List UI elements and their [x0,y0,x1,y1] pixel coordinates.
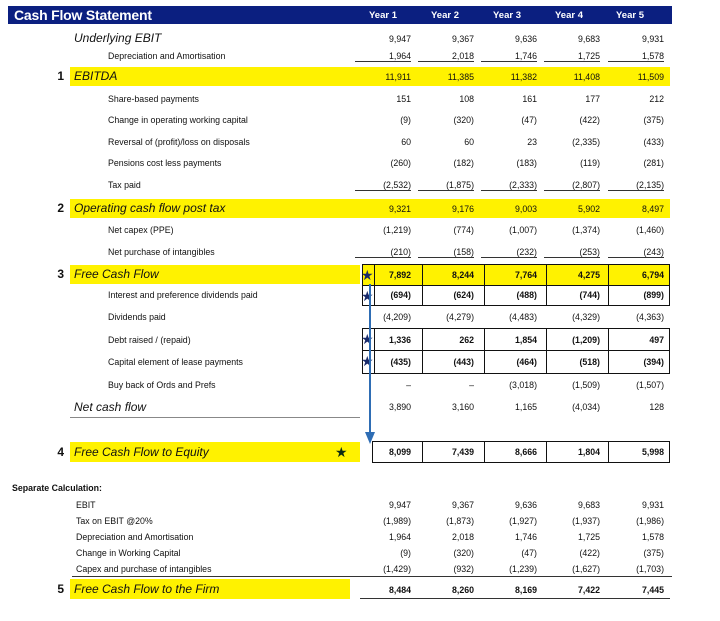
value-cell: 7,445 [641,585,664,595]
value-cell: 60 [401,137,411,147]
value-cell: (422) [579,548,600,558]
value-cell: (375) [643,548,664,558]
value-cell: (4,483) [509,312,537,322]
row-label: Depreciation and Amortisation [76,532,194,542]
value-cell: 177 [585,94,600,104]
value-cell: (1,509) [572,380,600,390]
value-cell: 8,260 [451,585,474,595]
value-cell: (158) [418,247,474,258]
value-cell: 60 [464,137,474,147]
row-label: EBIT [76,500,96,510]
value-cell: (488) [516,290,537,300]
value-cell: (1,986) [636,516,664,526]
value-cell: 9,636 [514,500,537,510]
value-cell: 9,367 [451,34,474,44]
value-cell: (2,807) [544,180,600,191]
row-label: Net cash flow [74,400,147,414]
value-cell: (210) [355,247,411,258]
divider [70,417,360,418]
value-cell: (320) [453,548,474,558]
value-cell: 9,931 [641,34,664,44]
row-label: Tax on EBIT @20% [76,516,153,526]
value-cell: 4,275 [577,270,600,280]
value-cell: (422) [579,115,600,125]
value-cell: (1,209) [572,335,600,345]
value-cell: (1,627) [572,564,600,574]
value-cell: (1,007) [509,225,537,235]
value-cell: 1,854 [514,335,537,345]
value-cell: (9) [400,548,411,558]
value-cell: (232) [481,247,537,258]
value-cell: 3,890 [388,402,411,412]
value-cell: 1,578 [641,532,664,542]
row-label: Share-based payments [108,94,199,104]
value-cell: (624) [453,290,474,300]
value-cell: 8,244 [451,270,474,280]
value-cell: (2,532) [355,180,411,191]
value-cell: (433) [643,137,664,147]
value-cell: 8,169 [514,585,537,595]
value-cell: (899) [643,290,664,300]
value-cell: 6,794 [641,270,664,280]
value-cell: (47) [521,115,537,125]
star-icon: ★ [361,331,374,347]
value-cell: (1,219) [383,225,411,235]
value-cell: 9,321 [388,204,411,214]
row-label: Free Cash Flow to the Firm [74,582,220,596]
value-cell: (1,460) [636,225,664,235]
value-cell: (183) [516,158,537,168]
row-label: Capital element of lease payments [108,357,243,367]
value-cell: 1,578 [608,51,664,62]
value-cell: 151 [396,94,411,104]
value-cell: 8,666 [514,447,537,457]
row-label: Interest and preference dividends paid [108,290,258,300]
value-cell: (1,937) [572,516,600,526]
value-cell: (281) [643,158,664,168]
value-cell: (260) [390,158,411,168]
year-header-1: Year 1 [369,10,397,21]
value-cell: 1,964 [388,532,411,542]
value-cell: 9,176 [451,204,474,214]
value-cell: 262 [459,335,474,345]
value-cell: (932) [453,564,474,574]
value-cell: 7,764 [514,270,537,280]
row-label: Change in operating working capital [108,115,248,125]
value-cell: 1,804 [577,447,600,457]
value-cell: (694) [390,290,411,300]
value-cell: 497 [649,335,664,345]
row-label: Reversal of (profit)/loss on disposals [108,137,250,147]
value-cell: (47) [521,548,537,558]
value-cell: 8,484 [388,585,411,595]
value-cell: (2,333) [481,180,537,191]
value-cell: 128 [649,402,664,412]
statement-title: Cash Flow Statement [14,7,152,23]
year-header-3: Year 3 [493,10,521,21]
value-cell: (182) [453,158,474,168]
value-cell: (464) [516,357,537,367]
value-cell: 11,911 [385,72,411,82]
value-cell: 1,746 [481,51,537,62]
year-header-2: Year 2 [431,10,459,21]
value-cell: 11,408 [573,72,600,82]
row-label: Operating cash flow post tax [74,201,226,215]
value-cell: (4,363) [636,312,664,322]
value-cell: 1,725 [544,51,600,62]
star-icon: ★ [361,267,374,283]
value-cell: (1,703) [636,564,664,574]
value-cell: 161 [522,94,537,104]
row-label: Tax paid [108,180,141,190]
section-number-1: 1 [57,69,64,83]
value-cell: (394) [643,357,664,367]
divider [360,598,670,599]
value-cell: 11,509 [637,72,664,82]
value-cell: (2,335) [572,137,600,147]
value-cell: 212 [649,94,664,104]
value-cell: 7,439 [451,447,474,457]
value-cell: (1,989) [383,516,411,526]
year-header-4: Year 4 [555,10,583,21]
value-cell: (3,018) [509,380,537,390]
value-cell: 1,746 [514,532,537,542]
value-cell: 9,931 [641,500,664,510]
value-cell: (375) [643,115,664,125]
star-icon: ★ [361,353,374,369]
separate-calc-heading: Separate Calculation: [12,483,102,493]
value-cell: 1,165 [514,402,537,412]
row-label: Dividends paid [108,312,166,322]
year-header-5: Year 5 [616,10,644,21]
row-label: Free Cash Flow [74,267,159,281]
row-label: Buy back of Ords and Prefs [108,380,216,390]
value-cell: (119) [580,158,600,168]
row-label: EBITDA [74,69,118,83]
value-cell: 1,725 [577,532,600,542]
value-cell: 9,636 [514,34,537,44]
value-cell: (744) [579,290,600,300]
value-cell: 11,382 [510,72,537,82]
row-label: Debt raised / (repaid) [108,335,191,345]
box-divider [363,285,669,286]
row-label: Pensions cost less payments [108,158,222,168]
value-cell: (1,507) [636,380,664,390]
value-cell: (774) [453,225,474,235]
box-divider [363,350,669,351]
value-cell: 9,947 [388,34,411,44]
value-cell: 8,497 [641,204,664,214]
value-cell: (4,279) [446,312,474,322]
value-cell: 2,018 [451,532,474,542]
connector-arrow-icon [360,284,380,448]
value-cell: (518) [579,357,600,367]
value-cell: 9,003 [514,204,537,214]
value-cell: 7,422 [577,585,600,595]
divider [72,576,672,577]
value-cell: 5,902 [577,204,600,214]
value-cell: 5,998 [641,447,664,457]
row-label: Net purchase of intangibles [108,247,215,257]
value-cell: (1,873) [446,516,474,526]
section-number-5: 5 [57,582,64,596]
value-cell: 1,964 [355,51,411,62]
value-cell: (320) [453,115,474,125]
value-cell: 9,683 [577,500,600,510]
row-label: Net capex (PPE) [108,225,174,235]
row-label: Free Cash Flow to Equity [74,445,209,459]
value-cell: – [469,380,474,390]
value-cell: 108 [459,94,474,104]
value-cell: 3,160 [451,402,474,412]
value-cell: 1,336 [388,335,411,345]
section-number-2: 2 [57,201,64,215]
row-label: Change in Working Capital [76,548,181,558]
value-cell: (4,329) [572,312,600,322]
section-number-3: 3 [57,267,64,281]
star-icon: ★ [361,288,374,304]
value-cell: (1,429) [383,564,411,574]
value-cell: 2,018 [418,51,474,62]
value-cell: 8,099 [388,447,411,457]
value-cell: (443) [453,357,474,367]
section-number-4: 4 [57,445,64,459]
row-label: Capex and purchase of intangibles [76,564,212,574]
value-cell: 9,683 [577,34,600,44]
value-cell: (4,034) [572,402,600,412]
value-cell: (9) [400,115,411,125]
row-label: Underlying EBIT [74,31,162,45]
value-cell: 9,947 [388,500,411,510]
value-cell: (243) [608,247,664,258]
value-cell: (1,927) [509,516,537,526]
value-cell: (4,209) [383,312,411,322]
value-cell: 7,892 [388,270,411,280]
value-cell: 11,385 [447,72,474,82]
value-cell: – [406,380,411,390]
value-cell: (1,374) [572,225,600,235]
value-cell: 9,367 [451,500,474,510]
row-label: Depreciation and Amortisation [108,51,226,61]
value-cell: 23 [527,137,537,147]
value-cell: (2,135) [608,180,664,191]
value-cell: (1,239) [509,564,537,574]
value-cell: (435) [390,357,411,367]
star-icon: ★ [335,444,348,460]
value-cell: (1,875) [418,180,474,191]
value-cell: (253) [544,247,600,258]
